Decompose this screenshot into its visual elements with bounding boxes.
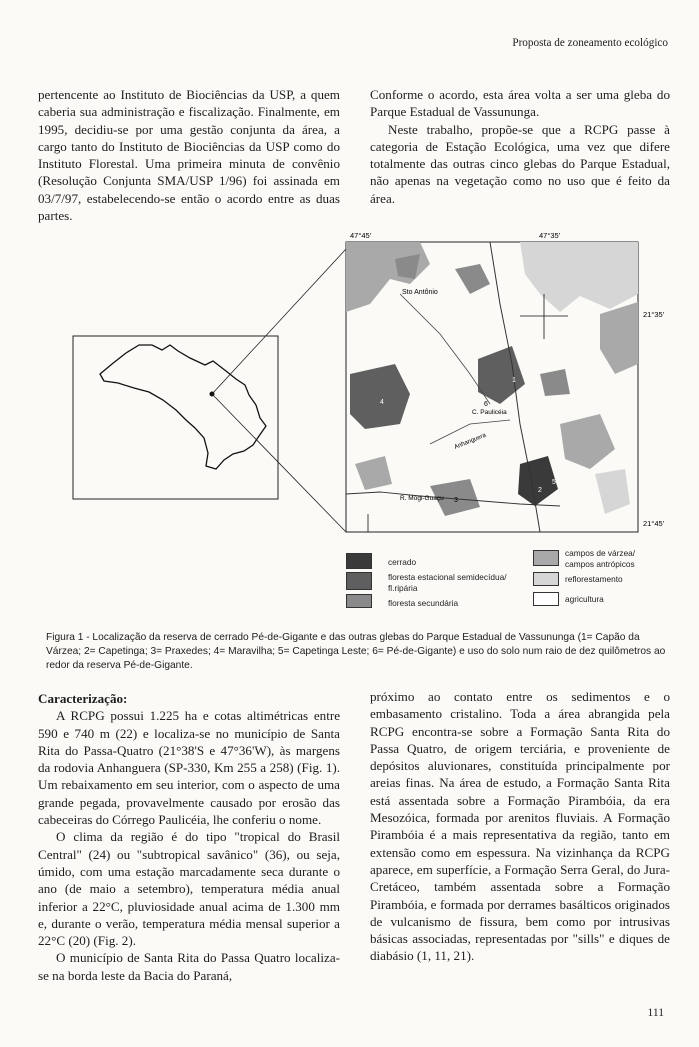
column-right-top bbox=[370, 86, 670, 207]
legend-line: floresta estacional semidecídua/ bbox=[388, 572, 507, 582]
gleba-number: 1 bbox=[512, 377, 516, 384]
legend-line: fl.ripária bbox=[388, 582, 418, 593]
gleba-number: 3 bbox=[454, 497, 458, 504]
legend-swatch-secundaria bbox=[346, 594, 372, 608]
legend-swatch-reflorestamento bbox=[533, 572, 559, 586]
paragraph: Conforme o acordo, esta área volta a ser uma gleba do Parque Estadual de Vassununga. bbox=[370, 87, 670, 120]
place-label: R. Mogi-Guaçu bbox=[400, 495, 444, 502]
column-left-bottom bbox=[38, 690, 340, 984]
column-right-bottom bbox=[370, 688, 670, 965]
legend-swatch-agricultura bbox=[533, 592, 559, 606]
column-left-top bbox=[38, 86, 340, 224]
connector-line bbox=[212, 394, 346, 532]
legend-swatch-campos bbox=[533, 550, 559, 566]
figure-caption: Figura 1 - Localização da reserva de cerrado Pé-de-Gigante e das outras glebas do Parque Estadual de Vassununga (1= Capão da Várzea; 2= Capetinga; 3= Praxedes; 4= Maravilha; 5= Capetinga Leste; 6= Pé-de-Gigante) e uso do solo num raio de dez quilômetros ao redor da reserva Pé-de-Gigante. bbox=[46, 632, 666, 671]
gleba-number: 5 bbox=[552, 479, 556, 486]
lat-label-top: 21°35' bbox=[643, 310, 665, 319]
place-label: Sto Antônio bbox=[402, 289, 438, 296]
lat-label-bottom: 21°45' bbox=[643, 519, 665, 528]
paragraph: A RCPG possui 1.225 ha e cotas altimétricas entre 590 e 740 m (22) e localiza-se no município de Santa Rita do Passa-Quatro (21°38'S e 47°36'W), às margens da rodovia Anhanguera (SP-330, Km 255 a 258) (Fig. 1). Um rebaixamento em seu interior, com o aspecto de uma grande pegada, provavelmente causado por erosão das cabeceiras do Córrego Paulicéia, lhe conferiu o nome. bbox=[38, 708, 340, 828]
place-label: Anhanguera bbox=[453, 431, 488, 451]
page-number: 111 bbox=[647, 1006, 664, 1019]
running-header: Proposta de zoneamento ecológico bbox=[512, 37, 668, 49]
legend-label-secundaria: floresta secundária bbox=[388, 598, 459, 608]
section-heading: Caracterização: bbox=[38, 691, 128, 706]
gleba-number: 4 bbox=[380, 399, 384, 406]
legend-label-reflorestamento: reflorestamento bbox=[565, 574, 623, 584]
paragraph: O clima da região é do tipo "tropical do Brasil Central" (24) ou "subtropical savânico" (36), ou seja, úmido, com uma estação marcadamente seca durante o ano (de maio a setembro), temperatura média anual inferior a 22°C, pluviosidade anual acima de 1.300 mm e, durante o verão, temperatura média mensal superior a 22°C (20) (Fig. 2). bbox=[38, 829, 340, 949]
lon-label-right: 47°35' bbox=[539, 231, 561, 240]
paragraph: próximo ao contato entre os sedimentos e o embasamento cristalino. Toda a área abrangida pela RCPG encontra-se sobre a Formação Santa Rita do Passa Quatro, de origem terciária, e proveniente de depósitos aluvionares, constituída principalmente por areias finas. Na área de estudo, a Formação Santa Rita está assentada sobre a Formação Pirambóia, da era Mesozóica, formada por arenitos fluviais. A Formação Pirambóia é a mais representativa da região, tanto em extensão como em espessura. Na vizinhança da RCPG aparece, em superfície, a Formação Serra Geral, do Jura-Cretáceo, também assentada sobre a Formação Pirambóia, e formada por derrames basálticos originados de vulcanismo de fissura, bem como por intrusivas básicas associadas, representadas por "sills" e diques de diabásio (1, 11, 21). bbox=[370, 689, 670, 964]
paragraph: Neste trabalho, propõe-se que a RCPG passe à categoria de Estação Ecológica, uma vez que difere totalmente das outras cinco glebas do Parque Estadual, não apenas na vegetação como no uso que é feito da área. bbox=[370, 121, 670, 206]
legend-label-cerrado: cerrado bbox=[388, 557, 417, 567]
lon-label-left: 47°45' bbox=[350, 231, 372, 240]
gleba-number: 2 bbox=[538, 487, 542, 494]
legend-swatch-floresta bbox=[346, 572, 372, 590]
legend-label-campos bbox=[565, 548, 635, 569]
legend-line: campos antrópicos bbox=[565, 558, 635, 569]
connector-line bbox=[212, 249, 346, 394]
legend-swatch-cerrado bbox=[346, 553, 372, 569]
gleba-number: 6 bbox=[484, 401, 488, 408]
legend-line: campos de várzea/ bbox=[565, 548, 636, 558]
paragraph: pertencente ao Instituto de Biociências da USP, a quem caberia sua administração e fiscalização. Finalmente, em 1995, decidiu-se por uma gestão conjunta da área, a cargo tanto do Instituto de Biociências da USP como do Instituto Florestal. Uma primeira minuta de convênio (Resolução Conjunta SMA/USP 1/96) foi assinada em 03/7/97, estabelecendo-se então o acordo entre as duas partes. bbox=[38, 87, 340, 224]
legend-label-floresta bbox=[388, 572, 507, 593]
legend-label-agricultura: agricultura bbox=[565, 594, 604, 604]
sao-paulo-state-outline bbox=[100, 345, 266, 469]
place-label: C. Paulicéia bbox=[472, 409, 507, 416]
paragraph: O município de Santa Rita do Passa Quatro localiza-se na borda leste da Bacia do Paraná, bbox=[38, 950, 340, 983]
land-use-map bbox=[346, 242, 638, 532]
